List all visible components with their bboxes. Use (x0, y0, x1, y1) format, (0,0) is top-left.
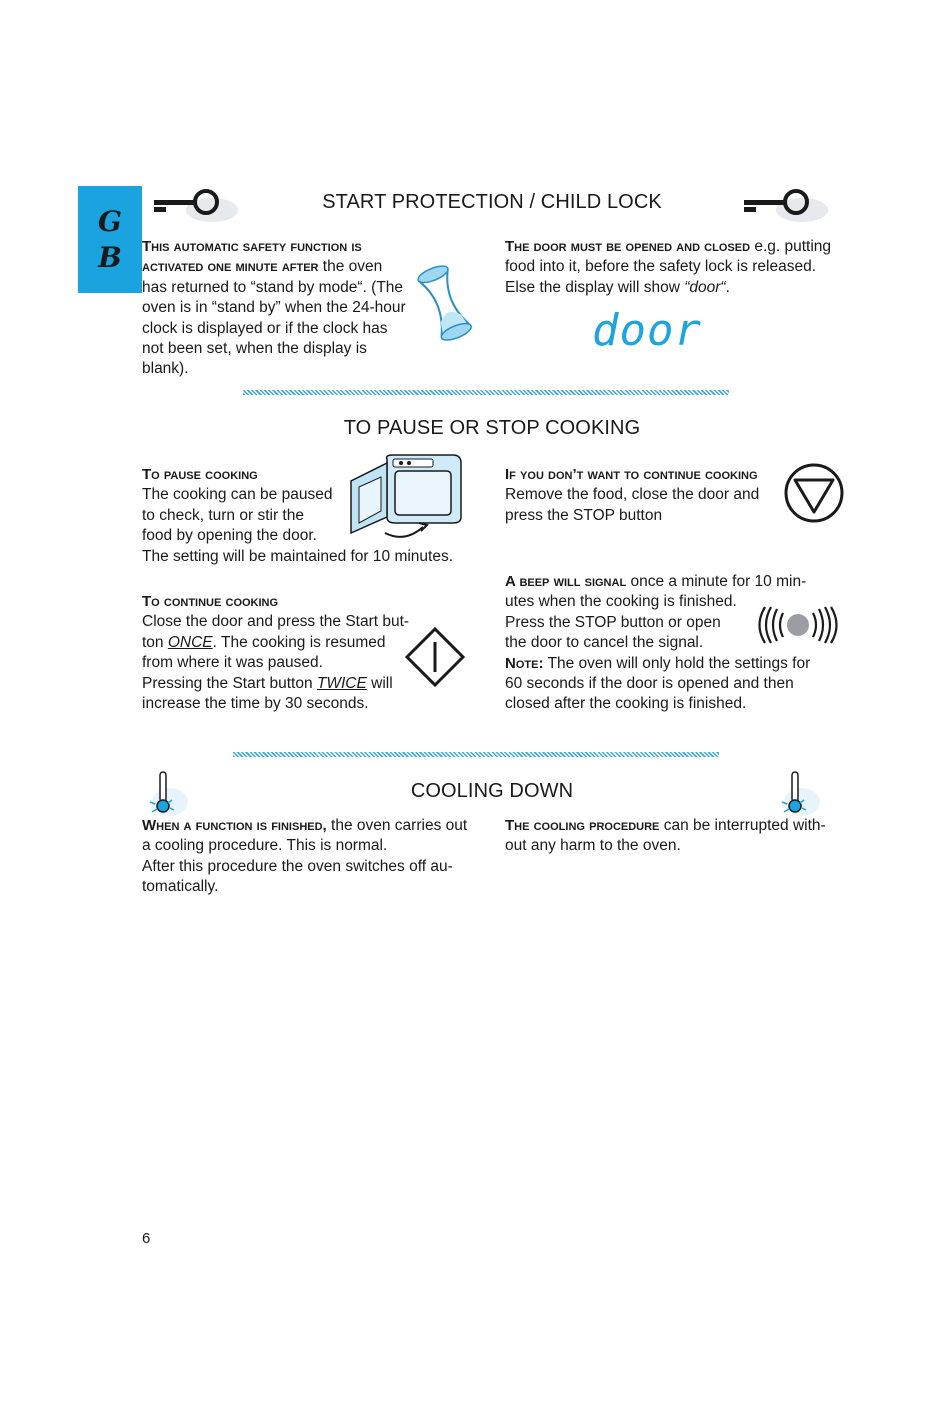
cooling-left-text (142, 816, 487, 898)
language-letter-b: B (98, 240, 122, 274)
pause-line: food by opening the door. (142, 527, 317, 545)
start-protection-lead: This automatic safety function is activated one minute after (142, 238, 362, 276)
stop-heading: If you don’t want to continue cooking (505, 466, 758, 483)
continue-line: from where it was paused. (142, 654, 323, 672)
beep-signal-icon (752, 603, 844, 647)
cooling-left-lead: When a function is finished, (142, 817, 327, 834)
cooling-text: the oven carries out (326, 817, 468, 834)
continue-line (142, 674, 432, 694)
continue-heading: To continue cooking (142, 593, 279, 610)
page-number: 6 (142, 1230, 151, 1247)
section-divider (233, 752, 719, 757)
section-title-pause-stop: TO PAUSE OR STOP COOKING (343, 417, 641, 439)
beep-text: once a minute for 10 min- (626, 573, 807, 590)
continue-text: will (366, 674, 393, 692)
twice-emphasis: TWICE (316, 674, 367, 692)
cooling-text: can be interrupted with- (659, 817, 826, 834)
continue-cooking-text (142, 592, 432, 714)
beep-text: The oven will only hold the settings for (543, 654, 811, 672)
stop-line: Remove the food, close the door and (505, 486, 760, 504)
beep-line: closed after the cooking is finished. (505, 695, 747, 713)
door-end: . (725, 278, 730, 296)
door-lead: The door must be opened and closed (505, 238, 751, 255)
language-tab (78, 186, 142, 293)
door-quote: “door“ (684, 278, 726, 296)
beep-line: the door to cancel the signal. (505, 634, 704, 652)
section-title-start-protection: START PROTECTION / CHILD LOCK (322, 191, 662, 213)
pause-line: The setting will be maintained for 10 minutes. (142, 547, 454, 565)
stop-cooking-text (505, 465, 785, 526)
section-title-cooling-down: COOLING DOWN (410, 780, 574, 802)
once-emphasis: ONCE (167, 633, 213, 651)
stop-line: press the STOP button (505, 506, 663, 524)
pause-line: to check, turn or stir the (142, 506, 304, 524)
stop-button-icon (783, 462, 845, 524)
pause-heading: To pause cooking (142, 466, 258, 483)
hourglass-icon (408, 262, 482, 346)
beep-lead: A beep will signal (505, 573, 627, 590)
continue-text: ton (142, 633, 168, 651)
continue-text: . The cooking is resumed (212, 633, 386, 651)
section-divider (243, 390, 729, 395)
note-label: Note: (505, 654, 544, 672)
beep-line: Press the STOP button or open (505, 613, 721, 631)
cooling-right-text (505, 816, 845, 857)
beep-line (505, 572, 845, 592)
start-protection-body: the oven has returned to “stand by mode“. (The oven is in “stand by” when the 24-hour clock is displayed or if the clock has not been set, when the display is blank). (142, 258, 406, 378)
continue-text: Pressing the Start button (142, 674, 317, 692)
start-protection-left-text (142, 237, 410, 380)
open-oven-icon (345, 451, 465, 543)
continue-line: increase the time by 30 seconds. (142, 695, 369, 713)
beep-line (505, 654, 845, 674)
cooling-line: out any harm to the oven. (505, 837, 681, 855)
cooling-line: a cooling procedure. This is normal. (142, 837, 388, 855)
language-letter-g: G (98, 204, 122, 238)
door-body: e.g. putting food into it, before the safety lock is released. Else the display will show (505, 238, 832, 296)
cooling-line: After this procedure the oven switches off au- (142, 857, 453, 875)
start-protection-right-text (505, 237, 845, 298)
continue-line (142, 633, 432, 653)
cooling-line: tomatically. (142, 878, 219, 896)
beep-line: utes when the cooking is finished. (505, 593, 737, 611)
pause-line: The cooking can be paused (142, 486, 333, 504)
door-display-icon: door (592, 305, 702, 356)
continue-line: Close the door and press the Start but- (142, 613, 410, 631)
start-button-icon (404, 626, 466, 688)
cooling-line (142, 816, 487, 836)
cooling-line (505, 816, 845, 836)
cooling-right-lead: The cooling procedure (505, 817, 660, 834)
beep-line: 60 seconds if the door is opened and then (505, 675, 794, 693)
